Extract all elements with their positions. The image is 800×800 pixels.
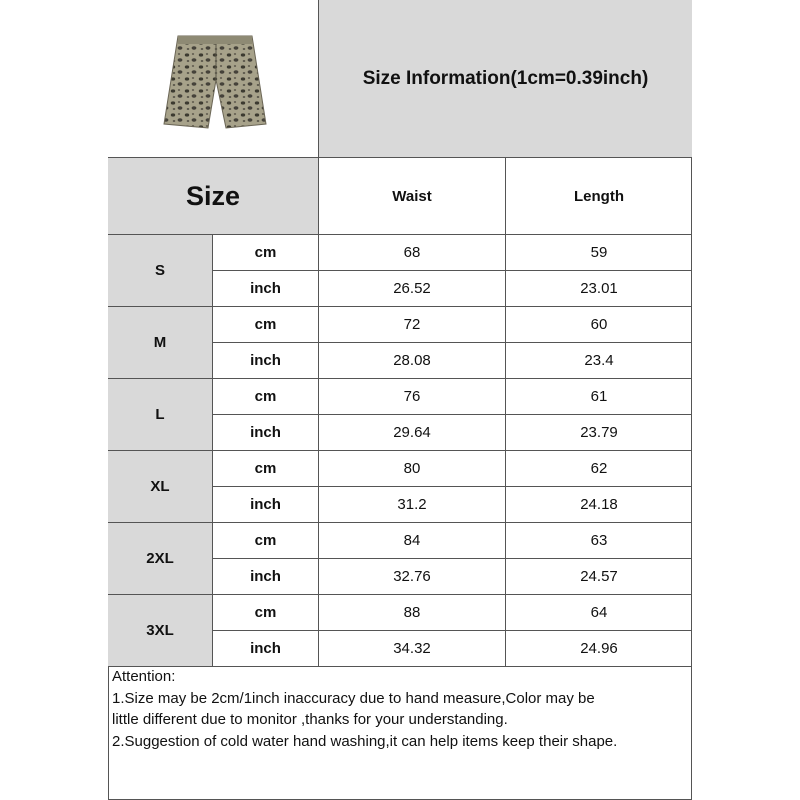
unit-inch: inch (213, 271, 319, 307)
length-inch-s: 23.01 (506, 271, 692, 307)
waist-cm-l: 76 (319, 379, 506, 415)
size-label-3xl: 3XL (108, 595, 213, 667)
size-label-m: M (108, 307, 213, 379)
length-cm-s: 59 (506, 235, 692, 271)
attention-heading: Attention: (112, 668, 176, 685)
waist-inch-2xl: 32.76 (319, 559, 506, 595)
unit-inch: inch (213, 343, 319, 379)
waist-inch-xl: 31.2 (319, 487, 506, 523)
unit-cm: cm (213, 307, 319, 343)
length-cm-m: 60 (506, 307, 692, 343)
attention-line-1: 1.Size may be 2cm/1inch inaccuracy due to hand measure,Color may be (112, 689, 595, 707)
waist-inch-l: 29.64 (319, 415, 506, 451)
size-info-title: Size Information(1cm=0.39inch) (319, 0, 692, 158)
unit-cm: cm (213, 379, 319, 415)
unit-inch: inch (213, 487, 319, 523)
waist-cm-m: 72 (319, 307, 506, 343)
product-photo-cell (108, 0, 319, 158)
unit-inch: inch (213, 559, 319, 595)
waist-cm-2xl: 84 (319, 523, 506, 559)
unit-cm: cm (213, 595, 319, 631)
length-inch-m: 23.4 (506, 343, 692, 379)
waist-inch-m: 28.08 (319, 343, 506, 379)
length-inch-3xl: 24.96 (506, 631, 692, 667)
waist-inch-s: 26.52 (319, 271, 506, 307)
length-cm-l: 61 (506, 379, 692, 415)
length-inch-l: 23.79 (506, 415, 692, 451)
length-cm-3xl: 64 (506, 595, 692, 631)
unit-inch: inch (213, 631, 319, 667)
size-label-2xl: 2XL (108, 523, 213, 595)
waist-header: Waist (319, 158, 506, 235)
unit-cm: cm (213, 523, 319, 559)
waist-cm-s: 68 (319, 235, 506, 271)
size-header: Size (108, 158, 319, 235)
waist-cm-xl: 80 (319, 451, 506, 487)
leopard-shorts-image (156, 28, 274, 152)
attention-line-2: little different due to monitor ,thanks for your understanding. (112, 711, 508, 728)
attention-line-3: 2.Suggestion of cold water hand washing,it can help items keep their shape. (112, 732, 618, 750)
length-inch-xl: 24.18 (506, 487, 692, 523)
waist-inch-3xl: 34.32 (319, 631, 506, 667)
size-label-s: S (108, 235, 213, 307)
unit-cm: cm (213, 451, 319, 487)
size-label-l: L (108, 379, 213, 451)
unit-inch: inch (213, 415, 319, 451)
length-cm-2xl: 63 (506, 523, 692, 559)
unit-cm: cm (213, 235, 319, 271)
length-inch-2xl: 24.57 (506, 559, 692, 595)
attention-notes (112, 666, 688, 752)
size-label-xl: XL (108, 451, 213, 523)
waist-cm-3xl: 88 (319, 595, 506, 631)
length-cm-xl: 62 (506, 451, 692, 487)
length-header: Length (506, 158, 692, 235)
